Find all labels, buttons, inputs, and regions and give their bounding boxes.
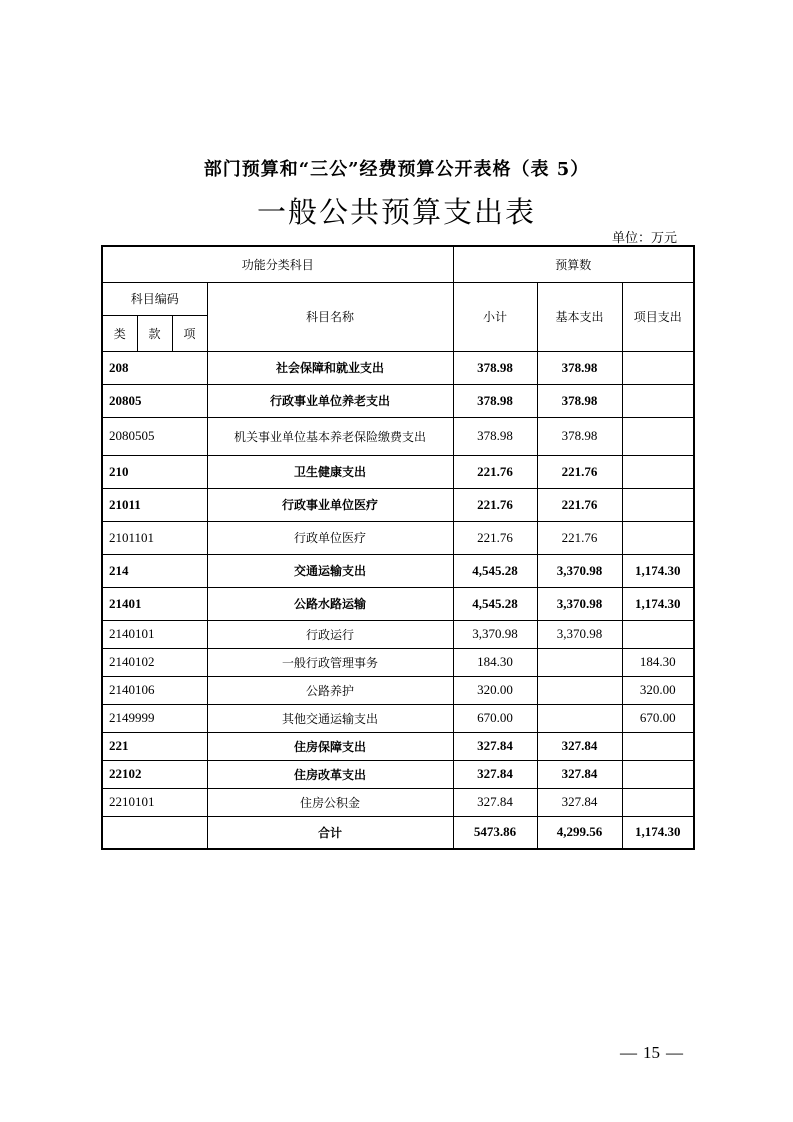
subtotal-cell: 378.98	[453, 384, 537, 417]
project-expenditure-cell: 670.00	[622, 704, 694, 732]
header-kuan: 款	[137, 315, 172, 351]
subject-code-cell: 2140106	[102, 676, 207, 704]
basic-expenditure-cell: 221.76	[537, 488, 622, 521]
subtotal-cell: 327.84	[453, 732, 537, 760]
basic-expenditure-cell: 327.84	[537, 732, 622, 760]
project-expenditure-cell	[622, 417, 694, 455]
subject-code-cell	[102, 816, 207, 849]
subtotal-cell: 4,545.28	[453, 587, 537, 620]
project-expenditure-cell	[622, 760, 694, 788]
subject-name-cell: 卫生健康支出	[207, 455, 453, 488]
subtotal-cell: 378.98	[453, 417, 537, 455]
subject-code-cell: 21011	[102, 488, 207, 521]
header-subtotal: 小计	[453, 282, 537, 351]
table-row	[102, 417, 694, 455]
document-header: 部门预算和“三公”经费预算公开表格（表 5）	[203, 159, 590, 180]
basic-expenditure-cell	[537, 676, 622, 704]
table-row	[102, 455, 694, 488]
subject-code-cell: 21401	[102, 587, 207, 620]
basic-expenditure-cell: 3,370.98	[537, 620, 622, 648]
subject-code-cell: 214	[102, 554, 207, 587]
header-xiang: 项	[172, 315, 207, 351]
subject-name-cell: 住房保障支出	[207, 732, 453, 760]
unit-label: 单位：万元	[611, 231, 677, 246]
subject-code-cell: 22102	[102, 760, 207, 788]
basic-expenditure-cell: 378.98	[537, 384, 622, 417]
subject-name-cell: 其他交通运输支出	[207, 704, 453, 732]
subject-name-cell: 机关事业单位基本养老保险缴费支出	[207, 417, 453, 455]
basic-expenditure-cell: 4,299.56	[537, 816, 622, 849]
subtotal-cell: 184.30	[453, 648, 537, 676]
subtotal-cell: 221.76	[453, 521, 537, 554]
subject-name-cell: 住房改革支出	[207, 760, 453, 788]
header-project-expenditure: 项目支出	[622, 282, 694, 351]
subtotal-cell: 670.00	[453, 704, 537, 732]
basic-expenditure-cell: 221.76	[537, 455, 622, 488]
subject-name-cell: 行政运行	[207, 620, 453, 648]
table-row	[102, 521, 694, 554]
subject-name-cell: 行政单位医疗	[207, 521, 453, 554]
subject-name-cell: 行政事业单位养老支出	[207, 384, 453, 417]
table-row	[102, 648, 694, 676]
subtotal-cell: 221.76	[453, 455, 537, 488]
subtotal-cell: 5473.86	[453, 816, 537, 849]
subtotal-cell: 221.76	[453, 488, 537, 521]
project-expenditure-cell	[622, 455, 694, 488]
total-row	[102, 816, 694, 849]
subject-code-cell: 2149999	[102, 704, 207, 732]
header-row-2	[102, 282, 694, 315]
basic-expenditure-cell	[537, 704, 622, 732]
basic-expenditure-cell: 327.84	[537, 788, 622, 816]
subject-name-cell: 一般行政管理事务	[207, 648, 453, 676]
project-expenditure-cell	[622, 620, 694, 648]
basic-expenditure-cell: 3,370.98	[537, 554, 622, 587]
budget-table	[101, 245, 695, 850]
project-expenditure-cell: 1,174.30	[622, 554, 694, 587]
subject-name-cell: 行政事业单位医疗	[207, 488, 453, 521]
table-row	[102, 620, 694, 648]
header-subject-name: 科目名称	[207, 282, 453, 351]
subject-name-cell: 公路养护	[207, 676, 453, 704]
table-row	[102, 554, 694, 587]
header-subject-code: 科目编码	[102, 282, 207, 315]
basic-expenditure-cell: 378.98	[537, 351, 622, 384]
subject-name-cell: 合计	[207, 816, 453, 849]
table-row	[102, 488, 694, 521]
subtotal-cell: 327.84	[453, 788, 537, 816]
subtotal-cell: 4,545.28	[453, 554, 537, 587]
table-row	[102, 384, 694, 417]
project-expenditure-cell: 184.30	[622, 648, 694, 676]
project-expenditure-cell	[622, 351, 694, 384]
table-row	[102, 704, 694, 732]
project-expenditure-cell	[622, 788, 694, 816]
table-row	[102, 587, 694, 620]
subject-code-cell: 210	[102, 455, 207, 488]
table-row	[102, 760, 694, 788]
project-expenditure-cell	[622, 384, 694, 417]
subject-name-cell: 交通运输支出	[207, 554, 453, 587]
basic-expenditure-cell	[537, 648, 622, 676]
table-row	[102, 788, 694, 816]
subject-code-cell: 2210101	[102, 788, 207, 816]
page-number-value: 15	[643, 1043, 660, 1062]
subject-code-cell: 2101101	[102, 521, 207, 554]
subject-code-cell: 2140102	[102, 648, 207, 676]
subject-code-cell: 20805	[102, 384, 207, 417]
subtotal-cell: 320.00	[453, 676, 537, 704]
subject-name-cell: 公路水路运输	[207, 587, 453, 620]
basic-expenditure-cell: 327.84	[537, 760, 622, 788]
header-row-1	[102, 246, 694, 282]
basic-expenditure-cell: 3,370.98	[537, 587, 622, 620]
header-function-category: 功能分类科目	[102, 246, 453, 282]
subject-code-cell: 2080505	[102, 417, 207, 455]
basic-expenditure-cell: 221.76	[537, 521, 622, 554]
subject-name-cell: 社会保障和就业支出	[207, 351, 453, 384]
subtotal-cell: 3,370.98	[453, 620, 537, 648]
table-row	[102, 676, 694, 704]
project-expenditure-cell	[622, 521, 694, 554]
subject-code-cell: 221	[102, 732, 207, 760]
subtotal-cell: 327.84	[453, 760, 537, 788]
subject-code-cell: 208	[102, 351, 207, 384]
subject-name-cell: 住房公积金	[207, 788, 453, 816]
page-number: — 15 —	[620, 1043, 683, 1062]
project-expenditure-cell: 1,174.30	[622, 816, 694, 849]
header-lei: 类	[102, 315, 137, 351]
table-row	[102, 351, 694, 384]
table-row	[102, 732, 694, 760]
subtotal-cell: 378.98	[453, 351, 537, 384]
header-budget-amount: 预算数	[453, 246, 694, 282]
project-expenditure-cell: 1,174.30	[622, 587, 694, 620]
project-expenditure-cell	[622, 732, 694, 760]
project-expenditure-cell: 320.00	[622, 676, 694, 704]
header-basic-expenditure: 基本支出	[537, 282, 622, 351]
project-expenditure-cell	[622, 488, 694, 521]
page-title: 一般公共预算支出表	[256, 195, 536, 229]
basic-expenditure-cell: 378.98	[537, 417, 622, 455]
subject-code-cell: 2140101	[102, 620, 207, 648]
